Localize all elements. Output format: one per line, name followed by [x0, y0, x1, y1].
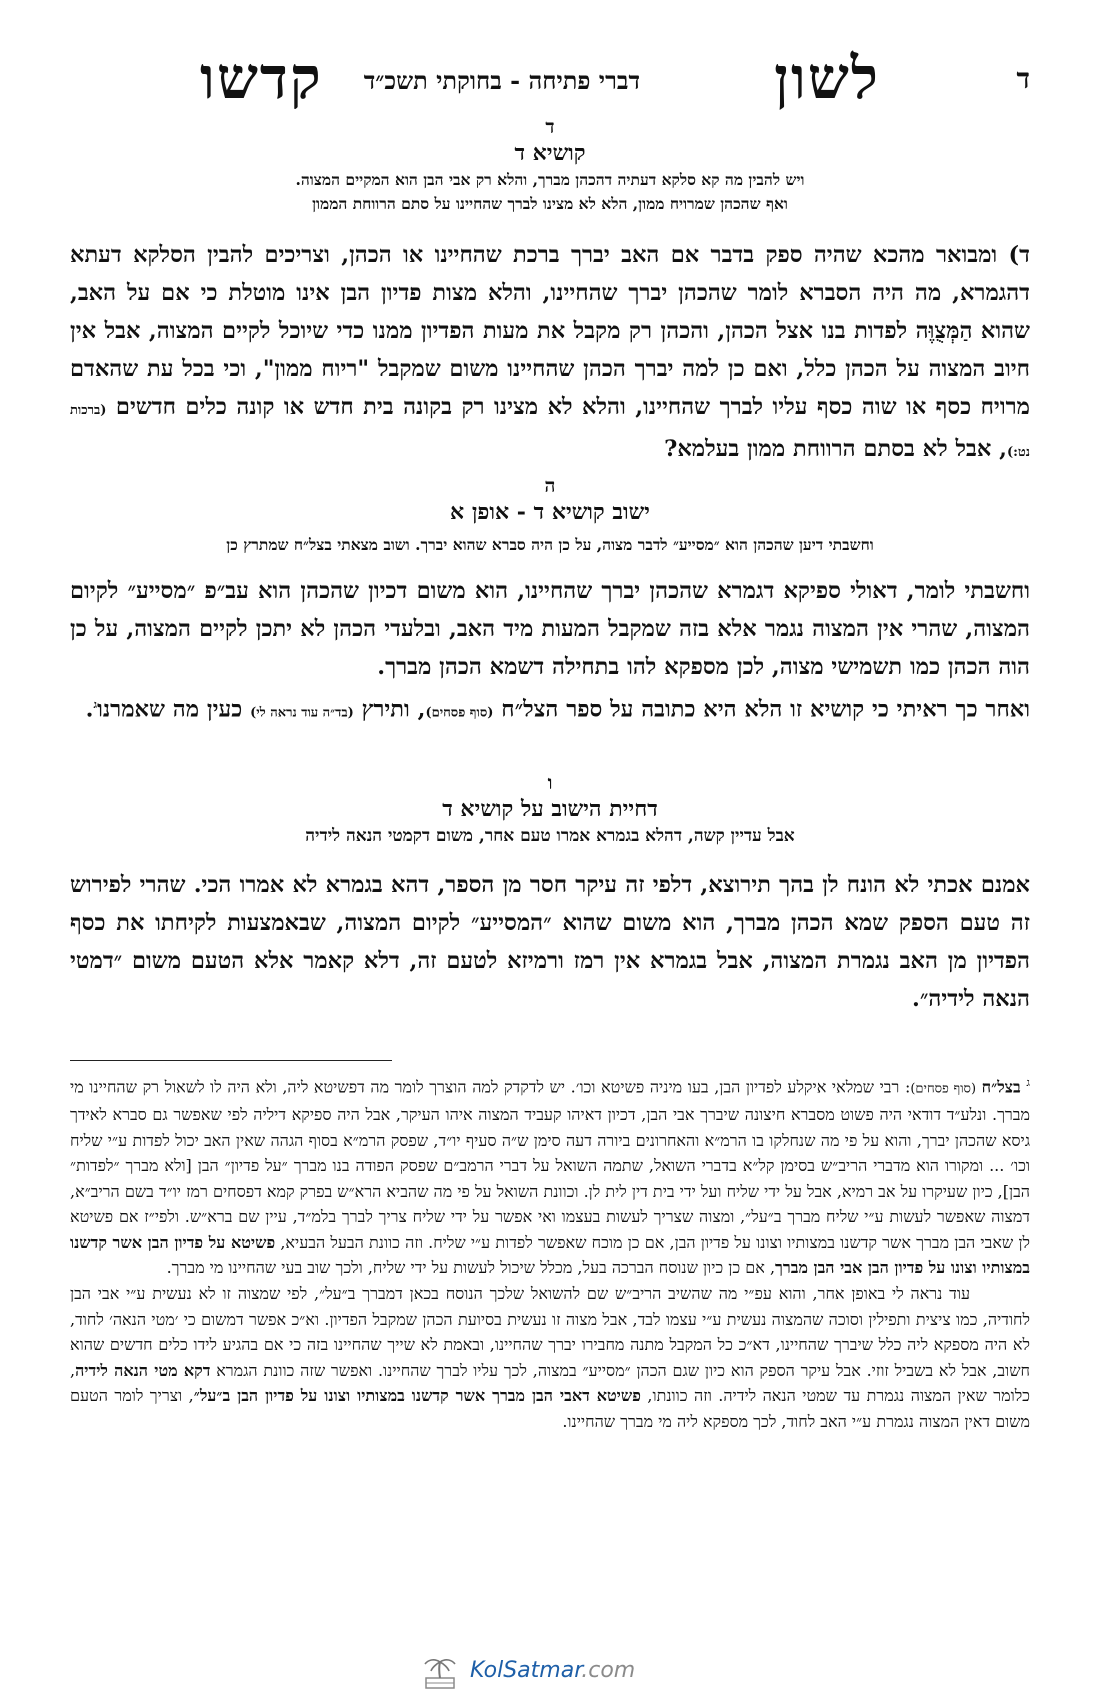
citation-sof-pesachim: (סוף פסחים): [425, 705, 494, 721]
page-header: [70, 44, 1030, 118]
section-d-body: [70, 236, 1030, 472]
section-v-summary: אבל עדיין קשה, דהלא בגמרא אמרו טעם אחר, משום דקמטי הנאה לידיה: [305, 826, 795, 846]
footnote-p2-text: עוד נראה לי באופן אחר, והוא עפ״י מה שהשיב הריב״ש שם להשואל שלכך הנוסח בכאן דמברך ב״על״, לפי שמצוה זו לא נעשית ע״י אבי הבן לחודיה, כמו ציצית ותפילין וסוכה שהמצוה נעשית ע״י עצמו לבד, אבל מצוה זו נעשית בסיועת הכהן שמקבל הפדיון. וא״כ אפשר דמשום כי ׳מטי הנאה׳ לחוד, לא היה מספקא ליה כלל שיברך שהחיינו, דא״כ כל המקבל מתנה מחבירו יברך שהחיינו, ובאמת לא שייך שהחיינו בזה כי אם בהגיע לידו כלים חדשים שהוא חשוב, אבל לא בשביל זוזי. אבל עיקר הספק הוא כיון שגם הכהן ״מסייע״ במצוה, לכך עליו לברך שהחיינו. ואפשר שזה כוונת הגמרא: [70, 1284, 1030, 1380]
watermark-brand: KolSatmar: [470, 1658, 582, 1683]
paragraph-d-end: , אבל לא בסתם הרווחת ממון בעלמא?: [664, 436, 1007, 462]
footnote-p1-text: : רבי שמלאי איקלע לפדיון הבן, בעו מיניה פשיטא וכו׳. יש לדקדק למה הוצרך לומר מה דפשיטא ליה, ולא היה לו לשאול רק שהחיינו מי מברך. ונלע״ד דודאי היה פשוט מסברא חיצונה שיברך אבי הבן, דכיון דאיהו קעביד המצוה איהו העיקר, אבל היה ספיקא דיליה לפי שאפשר גם סברא לאידך גיסא שהכהן יברך, והוא על פי מה שנחלקו בו הרמ״א והאחרונים ביורה דעה סימן ש״ה סעיף יו״ד, שפסק הרמ״א בסוף הגהה שאין האב יכול לפדות ע״י שליח וכו׳ ... ומקורו הוא מדברי הריב״ש בסימן קל״א בדברי השואל, שתמה השואל על דברי הרמב״ם שפסק הפודה בנו מברך ״על פדיון״ הבן [ולא מברך ״לפדות״ הבן], כיון שעיקרו על אב רמיא, אבל על ידי שליח ועל ידי בית דין לית לן. וכוונת השואל על פי מה שהביא הרא״ש בפרק קמא דפסחים רמז יו״ד בשם הריב״א, דמצוה שאפשר לעשות ע״י שליח מברך ב״על״, ומצוה שצריך לעשות בעצמו ואי אפשר על ידי שליח צריך לברך בלמ״ד, עיין שם ברא״ש. ולפי״ז אם פשיטא לן שאבי הבן מברך אשר קדשנו במצותיו וצונו על פדיון הבן, אם כן מוכח שאפשר לפדות ע״י שליח. וזה כוונת הבעל הבעיא,: [70, 1077, 1031, 1252]
citation-dh-od: (בד״ה עוד נראה לי): [250, 705, 354, 721]
page-number: ד: [1016, 62, 1030, 95]
watermark-domain: .com: [581, 1658, 636, 1683]
section-h-heading: [70, 475, 1030, 557]
section-h-title: ישוב קושיא ד - אופן א: [450, 499, 650, 525]
paragraph-h2-text-3: כעין מה שאמרנו: [97, 696, 251, 723]
footnote-p2-mid: , כלומר שאין המצוה נגמרת עד שמטי הנאה לידיה. וזה כוונתו,: [70, 1360, 1031, 1406]
section-d-title: קושיא ד: [514, 140, 586, 166]
footnote-marker[interactable]: ג: [93, 698, 98, 711]
paragraph-v: אמנם אכתי לא הונח לן בהך תירוצא, דלפי זה עיקר חסר מן הספר, דהא בגמרא לא אמרו הכי. שהרי לפירוש זה טעם הספק שמא הכהן מברך, הוא משום שהוא ״המסייע״ לקיום המצוה, שבאמצעות לקיחתו את כסף הפדיון מן האב נגמרת המצוה, אבל בגמרא אין רמז ורמיזא לטעם זה, דלא קאמר אלא הטעם משום ״דמטי הנאה לידיה״.: [70, 872, 1030, 1012]
footnote-source: בצל״ח: [981, 1077, 1021, 1097]
palm-tree-logo-icon: [420, 1654, 460, 1690]
paragraph-h: וחשבתי לומר, דאולי ספיקא דגמרא שהכהן יברך שהחיינו, הוא משום דכיון שהכהן הוא עב״פ ״מסייע״ לקיום המצוה, שהרי אין המצוה נגמר אלא בזה שמקבל המעות מיד האב, ובלעדי הכהן לא יתכן לקיים המצוה, על כן הוה הכהן כמו תשמישי מצוה, לכן מספקא להו בתחילה דשמא הכהן מברך.: [70, 578, 1030, 680]
section-d-heading: [70, 116, 1030, 216]
section-h-summary: וחשבתי דיען שהכהן הוא ״מסייע״ לדבר מצוה, על כן היה סברא שהוא יברך. ושוב מצאתי בצל״ח שמתרץ כן: [226, 535, 874, 554]
paragraph-d-text: ד) ומבואר מהכא שהיה ספק בדבר אם האב יברך ברכת שהחיינו או הכהן, וצריכים להבין הסלקא דעתא דהגמרא, מה היה הסברא לומר שהכהן יברך שהחיינו, והלא מצות פדיון הבן אינו מוטלת כי אם על האב, שהוא הַמְּצֻוֶּה לפדות בנו אצל הכהן, והכהן רק מקבל את מעות הפדיון ממנו כדי שיוכל לקיים המצוה, אבל אין חיוב המצוה על הכהן כלל, ואם כן למה יברך הכהן שהחיינו משום שמקבל "ריוח ממון", וכי בכל עת שהאדם מרויח כסף או שוה כסף עליו לברך שהחיינו, והלא לא מצינו רק בקונה בית חדש או קונה כלים חדשים: [70, 242, 1030, 420]
section-h-letter: ה: [544, 475, 556, 497]
paragraph-d: [70, 236, 1030, 472]
footnote-p2-end: , וצריך לומר הטעם משום דאין המצוה נגמרת ע״י האב לחוד, לכך מספקא ליה מי מברך שהחיינו.: [70, 1386, 1030, 1432]
footnote-number: ג: [1026, 1076, 1031, 1089]
section-d-question-1: ויש להבין מה קא סלקא דעתיה דהכהן מברך, והלא רק אבי הבן הוא המקיים המצוה.: [295, 170, 805, 189]
section-d-question-2: ואף שהכהן שמרויח ממון, הלא לא מצינו לברך שהחיינו על סתם הרווחת הממון: [312, 194, 788, 213]
header-title-word-2: קדשו: [200, 44, 323, 112]
section-v-title: דחיית הישוב על קושיא ד: [442, 796, 658, 822]
footnotes: [70, 1070, 1030, 1435]
footnote-paragraph-2: [70, 1281, 1030, 1435]
footnote-source-ref: (סוף פסחים): [910, 1081, 977, 1097]
paragraph-h2-text-2: , ותירץ: [361, 696, 426, 723]
section-v-body: [70, 866, 1030, 1018]
footnote-p1-bold: פשיטא על פדיון הבן אשר קדשנו במצותיו וצונו על פדיון הבן אבי הבן מברך: [70, 1232, 1030, 1278]
section-h-body: [70, 572, 1030, 733]
footnote-paragraph-1: [70, 1070, 1030, 1281]
paragraph-h-2: [70, 686, 1030, 733]
footnote-p1-end: , אם כן כיון שנוסח הברכה בעל, מכלל שיכול לעשות על ידי שליח, ולכך שוב בעי שהחיינו מי מברך.: [166, 1258, 776, 1278]
section-d-letter: ד: [545, 116, 555, 138]
footnote-divider: [70, 1060, 392, 1061]
kolsatmar-watermark: [420, 1652, 680, 1692]
section-v-letter: ו: [547, 772, 553, 794]
header-subtitle: דברי פתיחה - בחוקתי תשכ״ד: [363, 66, 640, 95]
footnote-p2-bold-2: פשיטא דאבי הבן מברך אשר קדשנו במצותיו וצונו על פדיון הבן ב״על״: [193, 1386, 641, 1406]
paragraph-h2-end: .: [85, 696, 94, 723]
section-v-heading: [70, 772, 1030, 848]
citation-berachot: (ברכות נט:): [70, 403, 1030, 460]
paragraph-h2-text-1: ואחר כך ראיתי כי קושיא זו הלא היא כתובה על ספר הצל״ח: [501, 696, 1030, 723]
header-title-word-1: לשון: [774, 44, 880, 112]
footnote-p2-bold-1: דקא מטי הנאה לידיה: [75, 1360, 211, 1380]
